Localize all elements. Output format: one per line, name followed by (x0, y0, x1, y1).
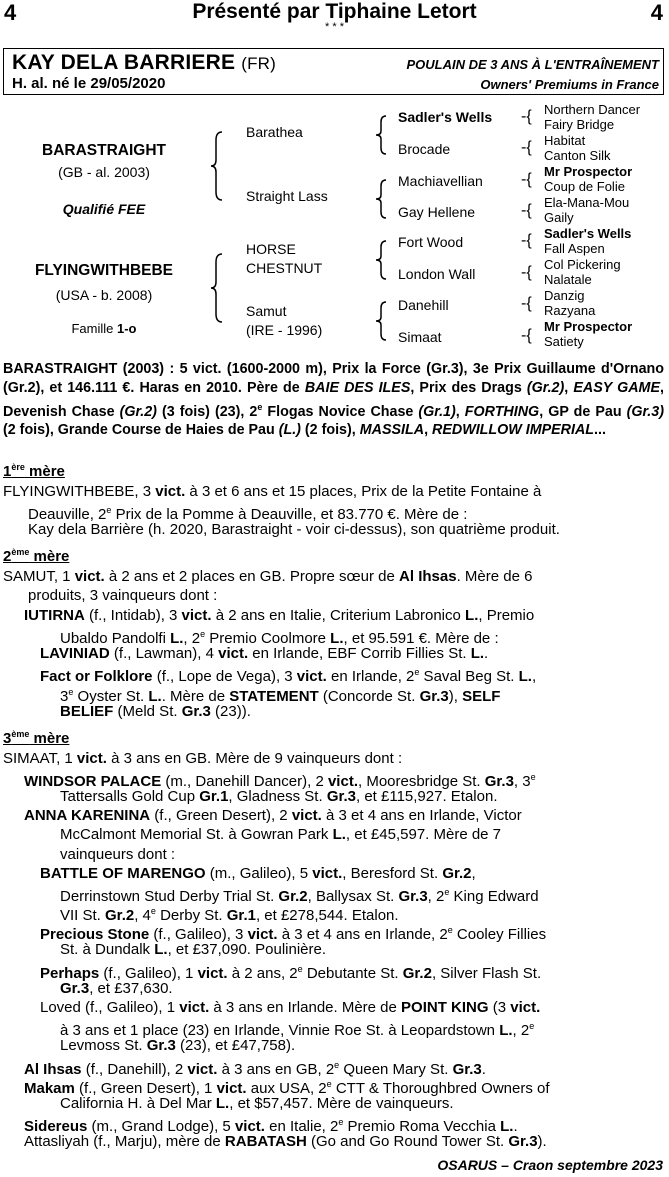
gen4-2: Fairy Bridge (544, 117, 615, 132)
gen4-14: Razyana (544, 303, 596, 318)
dam-family: Famille 1-o (71, 321, 137, 336)
gen3-1: Sadler's Wells (398, 109, 493, 125)
third-dam-line-21: Attasliyah (f., Marju), mère de RABATASH (Go and Go Round Tower St. Gr.3). (24, 1133, 547, 1150)
gen3-5: Fort Wood (398, 234, 464, 250)
brace-small-6: -{ (521, 264, 532, 281)
gen4-9: Sadler's Wells (544, 226, 632, 241)
second-dam-line-2: produits, 3 vainqueurs dont : (28, 587, 218, 604)
third-dam-line-12: Perhaps (f., Galileo), 1 vict. à 2 ans, 2e Debutante St. Gr.2, Silver Flash St. (40, 964, 542, 982)
gen2-chestnut: CHESTNUT (246, 260, 323, 276)
brace-small-1: -{ (521, 108, 532, 125)
sire-detail: (GB - al. 2003) (58, 164, 150, 180)
gen4-7: Ela-Mana-Mou (544, 195, 630, 210)
presenter-title: Présenté par Tiphaine Letort (192, 0, 477, 23)
brace-sire (208, 130, 226, 202)
gen3-6: London Wall (398, 266, 476, 282)
brace-small-2: -{ (521, 139, 532, 156)
gen2-straight-lass: Straight Lass (246, 188, 328, 204)
third-dam-line-20: Sidereus (m., Grand Lodge), 5 vict. en Italie, 2e Premio Roma Vecchia L.. (24, 1117, 518, 1135)
gen4-13: Danzig (544, 288, 585, 303)
third-dam-line-2: WINDSOR PALACE (m., Danehill Dancer), 2 vict., Mooresbridge St. Gr.3, 3e (24, 772, 536, 790)
brace-small-8: -{ (521, 327, 532, 344)
brace-small-5: -{ (521, 232, 532, 249)
gen3-4: Gay Hellene (398, 204, 476, 220)
third-dam-line-5: McCalmont Memorial St. à Gowran Park L., et £45,597. Mère de 7 (60, 826, 502, 843)
third-dam-line-6: vainqueurs dont : (60, 846, 176, 863)
second-dam-line-4: Ubaldo Pandolfi L., 2e Premio Coolmore L., et 95.591 €. Mère de : (60, 629, 499, 647)
brace-straight-lass (372, 178, 390, 220)
sire-name: BARASTRAIGHT (42, 142, 166, 159)
footer-sale-info: OSARUS – Craon septembre 2023 (437, 1157, 663, 1173)
first-dam-line-1: FLYINGWITHBEBE, 3 vict. à 3 et 6 ans et 15 places, Prix de la Petite Fontaine à (3, 483, 542, 500)
horse-name: KAY DELA BARRIERE (FR) (12, 51, 277, 74)
third-dam-line-1: SIMAAT, 1 vict. à 3 ans en GB. Mère de 9 vainqueurs dont : (3, 750, 403, 767)
section-third-dam: 3ème mère (3, 729, 70, 747)
gen4-1: Northern Dancer (544, 102, 641, 117)
sire-note: Qualifié FEE (62, 201, 146, 217)
gen4-3: Habitat (544, 133, 586, 148)
horse-birth: H. al. né le 29/05/2020 (12, 75, 166, 92)
gen3-8: Simaat (398, 329, 442, 345)
owners-premium: Owners' Premiums in France (480, 77, 659, 92)
gen4-4: Canton Silk (544, 148, 611, 163)
brace-barathea (372, 114, 390, 156)
first-dam-line-2: Deauville, 2e Prix de la Pomme à Deauville, et 83.770 €. Mère de : (28, 505, 468, 523)
gen2-samut: Samut (246, 303, 287, 319)
gen4-15: Mr Prospector (544, 319, 633, 334)
lot-number-right: 4 (650, 0, 663, 25)
brace-small-4: -{ (521, 202, 532, 219)
sire-description: BARASTRAIGHT (2003) : 5 vict. (1600-2000 m), Prix la Force (Gr.3), 3e Prix Guillaume d'Ornano (Gr.2), et 146.111 €. Haras en 2010. Père de BAIE DES ILES, Prix des Drags (Gr.2), EASY GAME, Devenish Chase (Gr.2) (3 fois) (23), 2e Flogas Novice Chase (Gr.1), FORTHING, GP de Pau (Gr.3) (2 fois), Grande Course de Haies de Pau (L.) (2 fois), MASSILA, REDWILLOW IMPERIAL... (3, 361, 664, 439)
third-dam-line-7: BATTLE OF MARENGO (m., Galileo), 5 vict., Beresford St. Gr.2, (40, 865, 476, 882)
brace-small-3: -{ (521, 171, 532, 188)
third-dam-line-19: California H. à Del Mar L., et $57,457. Mère de vainqueurs. (60, 1095, 454, 1112)
second-dam-line-3: IUTIRNA (f., Intidab), 3 vict. à 2 ans en Italie, Criterium Labronico L., Premio (24, 607, 535, 624)
brace-samut (372, 300, 390, 342)
lot-number-left: 4 (4, 0, 17, 25)
first-dam-line-3: Kay dela Barrière (h. 2020, Barastraight - voir ci-dessus), son quatrième produit. (28, 521, 560, 538)
gen4-6: Coup de Folie (544, 179, 625, 194)
second-dam-line-5: LAVINIAD (f., Lawman), 4 vict. en Irlande, EBF Corrib Fillies St. L.. (40, 645, 489, 662)
section-first-dam: 1ère mère (3, 462, 65, 480)
gen4-10: Fall Aspen (544, 241, 605, 256)
third-dam-line-4: ANNA KARENINA (f., Green Desert), 2 vict. à 3 et 4 ans en Irlande, Victor (24, 807, 522, 824)
third-dam-line-18: Makam (f., Green Desert), 1 vict. aux USA, 2e CTT & Thoroughbred Owners of (24, 1079, 550, 1097)
dam-name: FLYINGWITHBEBE (34, 262, 174, 279)
gen4-5: Mr Prospector (544, 164, 633, 179)
brace-dam (208, 252, 226, 324)
gen3-7: Danehill (398, 297, 449, 313)
third-dam-line-9: VII St. Gr.2, 4e Derby St. Gr.1, et £278,544. Etalon. (60, 906, 399, 924)
gen2-horse: HORSE (246, 241, 296, 257)
horse-title-box (3, 48, 664, 95)
dam-detail: (USA - b. 2008) (55, 287, 153, 303)
gen4-11: Col Pickering (544, 257, 621, 272)
brace-small-7: -{ (521, 295, 532, 312)
second-dam-line-6: Fact or Folklore (f., Lope de Vega), 3 vict. en Irlande, 2e Saval Beg St. L., (40, 667, 537, 685)
second-dam-line-8: BELIEF (Meld St. Gr.3 (23)). (60, 703, 251, 720)
second-dam-line-1: SAMUT, 1 vict. à 2 ans et 2 places en GB. Propre sœur de Al Ihsas. Mère de 6 (3, 568, 533, 585)
brace-horse-chestnut (372, 239, 390, 281)
pedigree-table (0, 100, 669, 355)
third-dam-line-8: Derrinstown Stud Derby Trial St. Gr.2, Ballysax St. Gr.3, 2e King Edward (60, 887, 539, 905)
horse-status: POULAIN DE 3 ANS À L'ENTRAÎNEMENT (406, 57, 659, 72)
second-dam-line-7: 3e Oyster St. L.. Mère de STATEMENT (Concorde St. Gr.3), SELF (60, 687, 501, 705)
third-dam-line-14: Loved (f., Galileo), 1 vict. à 3 ans en Irlande. Mère de POINT KING (3 vict. (40, 999, 541, 1016)
page-header (0, 0, 669, 40)
gen4-16: Satiety (544, 334, 584, 349)
third-dam-line-15: à 3 ans et 1 place (23) en Irlande, Vinnie Roe St. à Leopardstown L., 2e (60, 1021, 535, 1039)
third-dam-line-17: Al Ihsas (f., Danehill), 2 vict. à 3 ans en GB, 2e Queen Mary St. Gr.3. (24, 1060, 486, 1078)
gen3-2: Brocade (398, 141, 451, 157)
header-stars: * * * (325, 21, 344, 33)
gen3-3: Machiavellian (398, 173, 483, 189)
third-dam-line-13: Gr.3, et £37,630. (60, 980, 173, 997)
gen2-barathea: Barathea (246, 124, 303, 140)
third-dam-line-10: Precious Stone (f., Galileo), 3 vict. à 3 et 4 ans en Irlande, 2e Cooley Fillies (40, 925, 547, 943)
section-second-dam: 2ème mère (3, 547, 70, 565)
gen4-8: Gaily (544, 210, 574, 225)
third-dam-line-3: Tattersalls Gold Cup Gr.1, Gladness St. Gr.3, et £115,927. Etalon. (60, 788, 498, 805)
gen2-samut-detail: (IRE - 1996) (246, 322, 323, 338)
third-dam-line-11: St. à Dundalk L., et £37,090. Poulinière. (60, 941, 327, 958)
gen4-12: Nalatale (544, 272, 592, 287)
third-dam-line-16: Levmoss St. Gr.3 (23), et £47,758). (60, 1037, 296, 1054)
